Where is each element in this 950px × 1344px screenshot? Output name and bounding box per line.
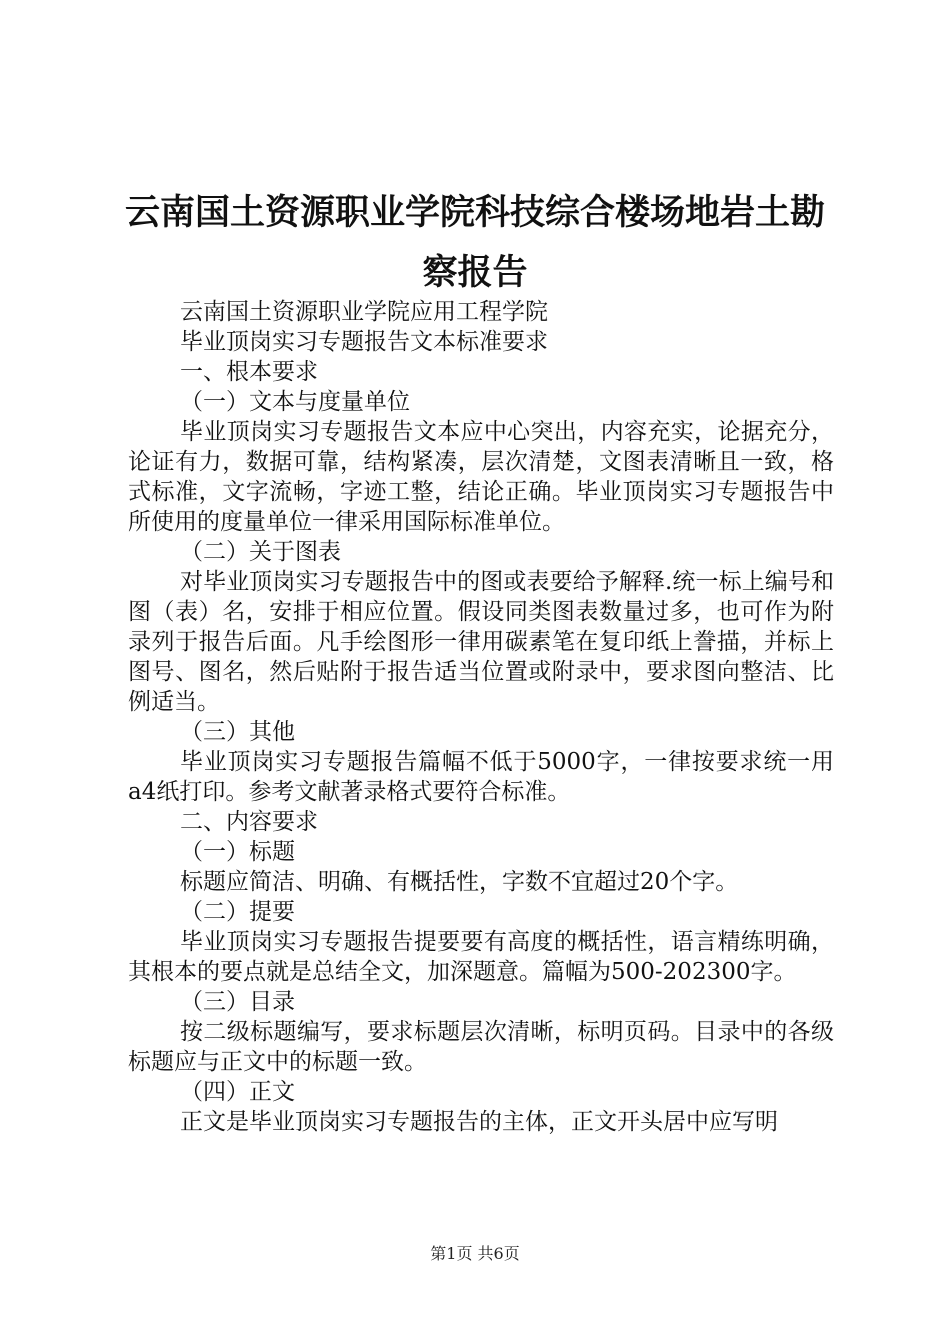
subheading-line: （四）正文 <box>180 1079 295 1105</box>
document-body <box>128 297 834 1137</box>
paragraph: 对毕业顶岗实习专题报告中的图或表要给予解释.统一标上编号和图（表）名，安排于相应位置。假设同类图表数量过多，也可作为附录列于报告后面。凡手绘图形一律用碳素笔在复印纸上誊描，并标上图号、图名，然后贴附于报告适当位置或附录中，要求图向整洁、比例适当。 <box>128 569 834 715</box>
paragraph: 按二级标题编写，要求标题层次清晰，标明页码。目录中的各级标题应与正文中的标题一致。 <box>128 1019 834 1075</box>
subheading-line: （一）文本与度量单位 <box>180 389 410 415</box>
subheading-line: （三）其他 <box>180 719 295 745</box>
paragraph: 毕业顶岗实习专题报告篇幅不低于5000字，一律按要求统一用a4纸打印。参考文献著录格式要符合标准。 <box>128 749 834 805</box>
subheading-line: （二）提要 <box>180 899 295 925</box>
heading-line: 一、根本要求 <box>180 359 318 385</box>
document-title: 云南国土资源职业学院科技综合楼场地岩土勘察报告 <box>124 192 825 293</box>
page-footer: 第1页 共6页 <box>430 1244 520 1263</box>
heading-line: 毕业顶岗实习专题报告文本标准要求 <box>180 329 548 355</box>
paragraph: 正文是毕业顶岗实习专题报告的主体，正文开头居中应写明 <box>180 1109 778 1135</box>
heading-line: 二、内容要求 <box>180 809 318 835</box>
heading-line: 云南国土资源职业学院应用工程学院 <box>180 299 548 325</box>
subheading-line: （二）关于图表 <box>180 539 341 565</box>
paragraph: 毕业顶岗实习专题报告提要要有高度的概括性，语言精练明确，其根本的要点就是总结全文，加深题意。篇幅为500-202300字。 <box>128 929 834 985</box>
paragraph: 毕业顶岗实习专题报告文本应中心突出，内容充实，论据充分，论证有力，数据可靠，结构紧凑，层次清楚，文图表清晰且一致，格式标准，文字流畅，字迹工整，结论正确。毕业顶岗实习专题报告中所使用的度量单位一律采用国际标准单位。 <box>128 419 834 535</box>
subheading-line: （一）标题 <box>180 839 295 865</box>
subheading-line: （三）目录 <box>180 989 295 1015</box>
paragraph: 标题应简洁、明确、有概括性，字数不宜超过20个字。 <box>180 869 739 895</box>
